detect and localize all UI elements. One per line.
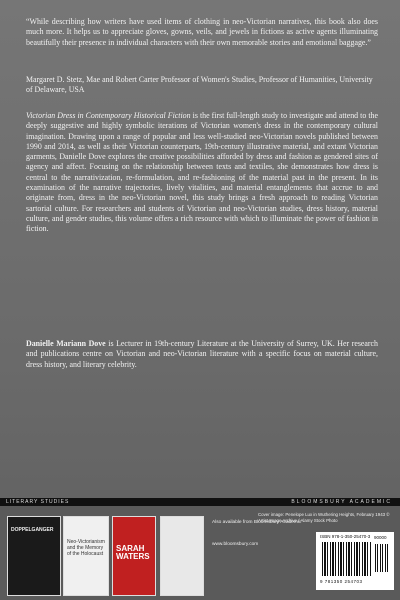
author-name: Danielle Mariann Dove — [26, 339, 106, 348]
barcode-digits: 9 781350 254703 — [320, 579, 363, 584]
related-book-cover — [112, 516, 156, 596]
publisher-name: BLOOMSBURY ACADEMIC — [291, 499, 392, 505]
barcode-box — [316, 532, 394, 590]
related-book-cover — [160, 516, 204, 596]
price-barcode-icon — [375, 544, 390, 572]
book-title: Victorian Dress in Contemporary Historical Fiction — [26, 111, 191, 120]
endorsement-attribution: Margaret D. Stetz, Mae and Robert Carter Professor of Women's Studies, Professor of Humanities, University of Delaware, USA — [26, 75, 373, 95]
series-band — [0, 498, 400, 506]
isbn: ISBN 978-1-350-25470-3 — [320, 534, 371, 539]
price-code: 90000 — [374, 535, 387, 540]
related-book-title: SARAH WATERS — [116, 544, 150, 561]
related-book-cover — [7, 516, 61, 596]
book-description — [26, 111, 378, 235]
cover-credit: Cover image: Penelope Lux in Wuthering Heights, February 1943 © Artist Image Archive / Alamy Stock Photo — [258, 512, 390, 523]
related-book-title: Neo-Victorianism and the Memory of the Holocaust — [67, 539, 105, 557]
related-book-title: DOPPELGANGER — [11, 527, 54, 533]
description-text: is the first full-length study to investigate and attend to the deeply suggestive and highly symbolic iterations of Victorian women's dress in the contemporary cultural imagination. Drawing upon a range of popular and less well-studied neo-Victorian novels published between 1990 and 2014, as well as their Victorian counterparts, 19th-century illustrative material, and extant Victorian garments, Danielle Dove explores the creative possibilities afforded by dress and fashion as gendered sites of agency and affect. Focusing on the relationship between texts and textiles, she demonstrates how dress is central to the narrativization, re-formulation, and re-fashioning of the material past in the present. In its examination of the narrative trajectories, lively vitalities, and material entanglements that accrue to and originate from, dress in the neo-Victorian novel, this study brings a fresh approach to reading Victorian sartorial culture. For researchers and students of Victorian and neo-Victorian studies, dress history, material culture, and gender studies, this volume offers a rich resource with which to illuminate the power of fashion in fiction. — [26, 111, 378, 234]
series-name: LITERARY STUDIES — [6, 499, 70, 505]
barcode-icon — [322, 542, 372, 576]
author-bio-text: is Lecturer in 19th-century Literature at the University of Surrey, UK. Her research and publications centre on Victorian and neo-Victorian literature with a specific focus on material culture, dress history, and literary celebrity. — [26, 339, 378, 369]
endorsement-quote: “While describing how writers have used items of clothing in neo-Victorian narratives, this book also does much more. It helps us to appreciate gloves, gowns, veils, and jewels in fictions as active agents illuminating beautifully their presence in individual characters with their own memorable stories and emotional baggage.” — [26, 17, 378, 47]
publisher-website: www.bloomsbury.com — [212, 542, 259, 547]
related-book-cover — [63, 516, 109, 596]
also-available-text: Also available from Bloomsbury Academic — [212, 520, 302, 525]
author-bio — [26, 339, 378, 370]
